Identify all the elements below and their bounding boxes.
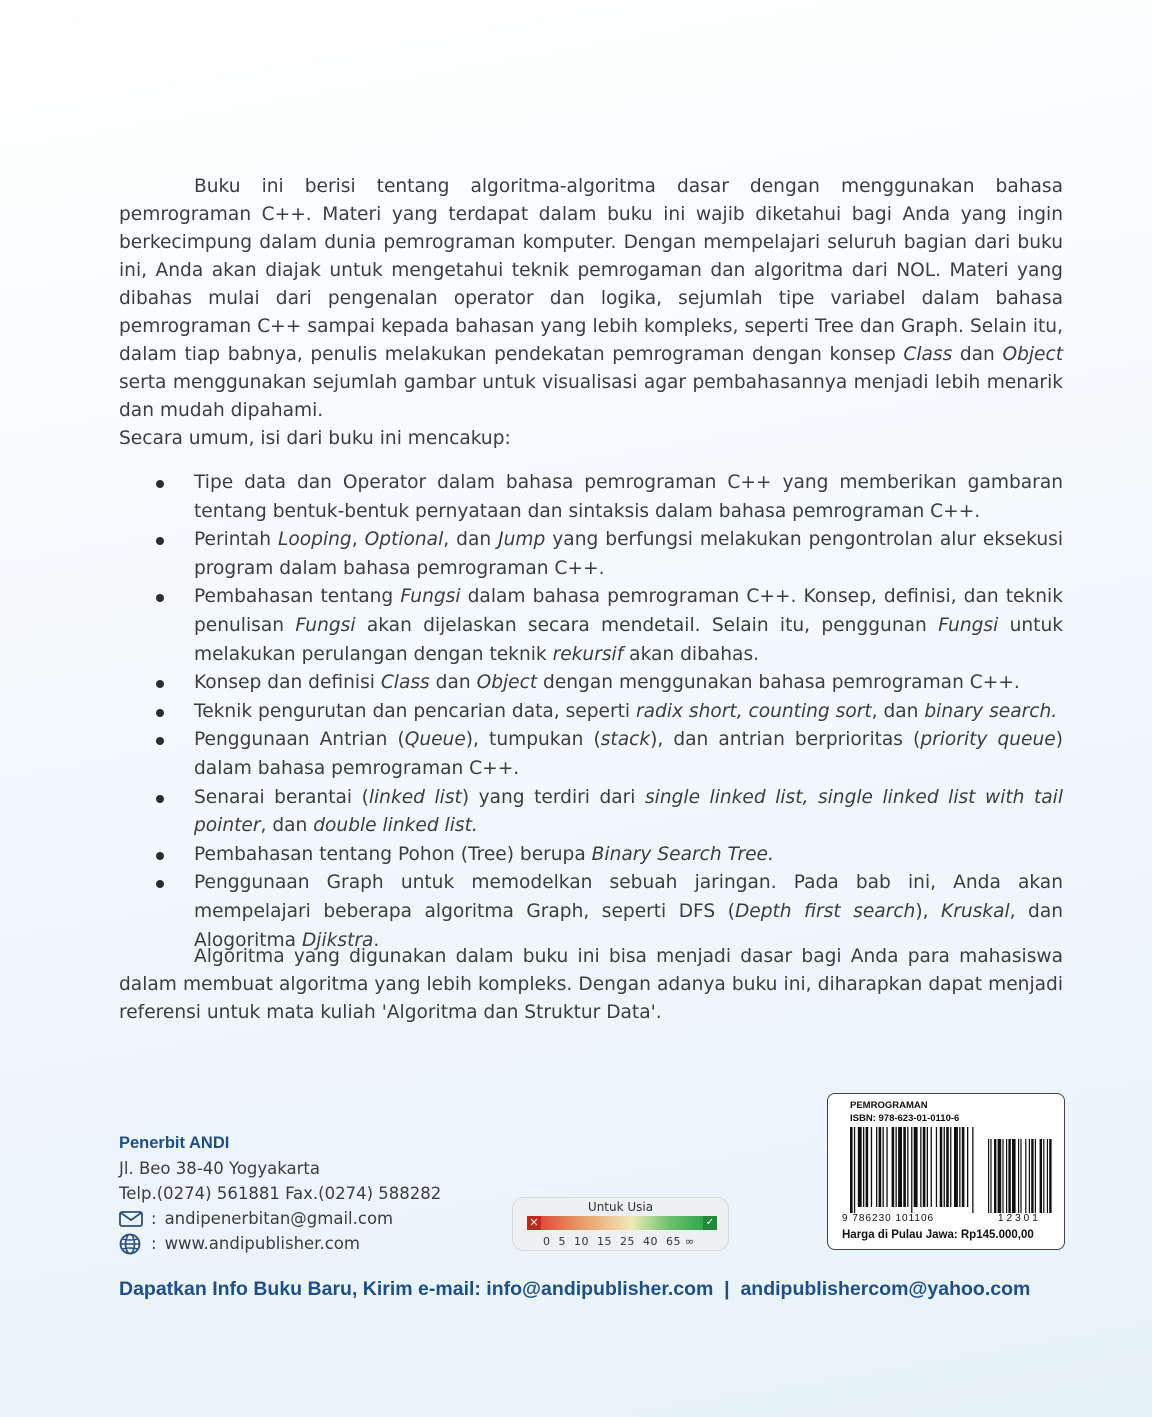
cross-icon: ✕ (527, 1216, 541, 1230)
bullet-icon (156, 537, 164, 545)
intro-conjunction: dan (952, 344, 1003, 365)
list-item-term: binary search. (924, 700, 1058, 722)
website-separator: : (151, 1234, 157, 1253)
list-item-term: Depth first search (734, 900, 916, 922)
publisher-email[interactable]: andipenerbitan@gmail.com (164, 1209, 394, 1228)
list-item-text: untuk melakukan perulangan dengan teknik (194, 614, 1064, 665)
barcode-box (827, 1093, 1065, 1250)
list-item-text: ) dalam bahasa pemrograman C++. (194, 729, 1063, 779)
list-item-text: . (373, 929, 380, 951)
summary-label: Secara umum, isi dari buku ini mencakup: (119, 428, 511, 449)
list-item (119, 784, 1063, 841)
barcode-bar (876, 1127, 877, 1207)
barcode-addon-bar (1020, 1139, 1021, 1213)
list-item-text: Pembahasan tentang Pohon (Tree) berupa (194, 843, 592, 865)
barcode-addon-bar (998, 1139, 1002, 1213)
barcode-bar (950, 1127, 951, 1207)
barcode-bar (858, 1127, 862, 1207)
intro-class-term: Class (903, 344, 953, 365)
list-item (119, 669, 1063, 698)
list-item-text: Pembahasan tentang (194, 586, 401, 608)
barcode-bar (898, 1127, 902, 1207)
list-item-term: Queue (404, 729, 466, 751)
intro-text-end: serta menggunakan sejumlah gambar untuk visualisasi agar pembahasannya menjadi lebih menarik dan mudah dipahami. (119, 372, 1063, 421)
list-item-text: Konsep dan definisi (194, 672, 381, 694)
list-item-text: ) yang terdiri dari (461, 786, 645, 808)
intro-text: Buku ini berisi tentang algoritma-algoritma dasar dengan menggunakan bahasa pemrograman C++. Materi yang terdapat dalam buku ini wajib diketahui bagi Anda yang ingin berkecimpung dalam dunia pemrograman komputer. Dengan mempelajari seluruh bagian dari buku ini, Anda akan diajak untuk mengetahui teknik pemrogaman dan algoritma dari NOL. Materi yang dibahas mulai dari pengenalan operator dan logika, sejumlah tipe variabel dalam bahasa pemrograman C++ sampai kepada bahasan yang lebih kompleks, seperti Tree dan Graph. Selain itu, dalam tiap babnya, penulis melakukan pendekatan pemrograman dengan konsep (119, 176, 1063, 365)
barcode-addon-bar (1043, 1139, 1044, 1213)
barcode-bar (962, 1127, 965, 1207)
list-item-term: stack (600, 729, 651, 751)
list-item-text: Teknik pengurutan dan pencarian data, seperti (194, 700, 636, 722)
publisher-phone: Telp.(0274) 561881 Fax.(0274) 588282 (119, 1184, 442, 1203)
barcode-bar (954, 1127, 958, 1207)
list-item-term: radix short, counting sort (635, 700, 872, 722)
barcode-bar (972, 1127, 973, 1213)
list-item-term: Fungsi (938, 614, 999, 636)
list-item-text: dengan menggunakan bahasa pemrograman C++. (537, 672, 1020, 694)
list-item-text: yang berfungsi melakukan pengontrolan alur eksekusi program dalam bahasa pemrograman C++. (194, 529, 1063, 579)
barcode-addon-bar (1035, 1139, 1036, 1213)
bullet-icon (156, 880, 164, 888)
bullet-icon (156, 852, 164, 860)
intro-object-term: Object (1002, 344, 1063, 365)
barcode-bar (940, 1127, 943, 1207)
barcode-addon-bar (1047, 1139, 1048, 1213)
barcode-addon-bar (1049, 1139, 1051, 1213)
list-item-text: Penggunaan Antrian ( (194, 729, 405, 751)
website-row (119, 1231, 441, 1256)
barcode-digits: 9 786230 101106 (842, 1213, 935, 1224)
list-item-term: Kruskal (941, 900, 1010, 922)
list-item-term: Binary Search Tree. (591, 843, 774, 865)
barcode-price: Harga di Pulau Jawa: Rp145.000,00 (842, 1229, 1034, 1241)
list-item-text: , dan (443, 529, 499, 551)
barcode-addon-bar (1008, 1139, 1010, 1213)
barcode-bar (850, 1127, 853, 1213)
barcode-bar (854, 1127, 855, 1213)
globe-icon (119, 1234, 145, 1254)
age-rating-badge (512, 1197, 729, 1251)
list-item-text: , dan (871, 700, 925, 722)
bullet-icon (156, 594, 164, 602)
age-rating-scale (543, 1235, 695, 1248)
list-item-text: ), (915, 900, 941, 922)
list-item-term: Fungsi (400, 586, 461, 608)
check-icon: ✓ (703, 1216, 717, 1230)
list-item (119, 583, 1063, 669)
bullet-icon (156, 737, 164, 745)
list-item-text: dan (429, 672, 477, 694)
barcode-bar (903, 1127, 906, 1207)
barcode-image (848, 1127, 1053, 1213)
age-rating-title: Untuk Usia (587, 1200, 654, 1214)
list-item-text: akan dijelaskan secara mendetail. Selain itu, penggunan (355, 614, 939, 636)
content-list (119, 469, 1063, 955)
list-item-term: single linked list, single linked list with tail pointer (194, 786, 1063, 837)
barcode-addon-bar (1018, 1139, 1019, 1213)
barcode-addon-bar (1031, 1139, 1033, 1213)
barcode-addon-bar (1025, 1139, 1026, 1213)
bullet-icon (156, 480, 164, 488)
footer-info: Dapatkan Info Buku Baru, Kirim e-mail: info@andipublisher.com | andipublishercom@yahoo.com (119, 1278, 1031, 1300)
barcode-bar (892, 1127, 895, 1207)
age-scale-values: 0 5 10 15 25 40 65 (543, 1235, 681, 1248)
list-item-text: Penggunaan Graph untuk memodelkan sebuah jaringan. Pada bab ini, Anda akan mempelajari beberapa algoritma Graph, seperti DFS ( (194, 872, 1063, 922)
barcode-bar (911, 1127, 912, 1213)
barcode-bar (914, 1127, 918, 1207)
barcode-addon-bar (1006, 1139, 1007, 1213)
barcode-addon-bar (1002, 1139, 1003, 1213)
barcode-bar (920, 1127, 921, 1207)
barcode-bar (927, 1127, 928, 1207)
publisher-website[interactable]: www.andipublisher.com (164, 1234, 360, 1253)
list-item-term: Class (380, 672, 430, 694)
barcode-bar (863, 1127, 864, 1207)
barcode-bar (907, 1127, 908, 1207)
envelope-icon (119, 1209, 145, 1229)
barcode-bar (959, 1127, 960, 1207)
list-item-text: , dan Alogoritma (194, 900, 1064, 951)
list-item-text: , (351, 529, 365, 551)
list-item-term: Djikstra (301, 929, 374, 951)
list-item-term: Fungsi (295, 614, 356, 636)
publisher-name: Penerbit ANDI (119, 1134, 230, 1152)
email-row (119, 1206, 441, 1231)
list-item-term: Object (476, 672, 538, 694)
list-item-term: Optional (364, 529, 444, 551)
bullet-icon (156, 795, 164, 803)
list-item-term: double linked list. (313, 815, 478, 837)
list-item-text: ), tumpukan ( (465, 729, 601, 751)
publisher-address: Jl. Beo 38-40 Yogyakarta (119, 1159, 321, 1178)
list-item-term: Jump (498, 529, 546, 551)
list-item-text: akan dibahas. (623, 643, 760, 665)
barcode-addon-bar (1040, 1139, 1042, 1213)
list-item-text: Tipe data dan Operator dalam bahasa pemrograman C++ yang memberikan gambaran tentang bentuk-bentuk pernyataan dan sintaksis dalam bahasa pemrograman C++. (194, 472, 1063, 522)
list-item (119, 526, 1063, 583)
barcode-addon-bar (990, 1139, 991, 1213)
list-item-term: Looping (278, 529, 352, 551)
barcode-bar (923, 1127, 926, 1207)
publisher-info (119, 1131, 441, 1256)
barcode-bar (896, 1127, 897, 1207)
age-rating-bar (527, 1216, 717, 1230)
barcode-bar (967, 1127, 968, 1207)
barcode-bar (936, 1127, 937, 1207)
barcode-bar (931, 1127, 932, 1207)
barcode-isbn: ISBN: 978-623-01-0110-6 (850, 1113, 960, 1124)
list-item-term: priority queue (920, 729, 1056, 751)
barcode-addon-bar (988, 1139, 989, 1213)
list-item-text: dalam bahasa pemrograman C++. Konsep, definisi, dan teknik penulisan (194, 586, 1063, 636)
barcode-bar (886, 1127, 887, 1207)
barcode-bar (879, 1127, 882, 1207)
list-item (119, 469, 1063, 526)
list-item (119, 841, 1063, 870)
list-item-text: ), dan antrian berprioritas ( (650, 729, 921, 751)
barcode-addon-bar (1012, 1139, 1016, 1213)
barcode-category: PEMROGRAMAN (850, 1100, 928, 1111)
list-item-text: Perintah (194, 529, 279, 551)
bullet-icon (156, 680, 164, 688)
list-item (119, 726, 1063, 783)
list-item-text: , dan (260, 815, 314, 837)
barcode-bar (866, 1127, 869, 1207)
barcode-bar (871, 1127, 872, 1207)
list-item-text: Senarai berantai ( (194, 786, 369, 808)
barcode-bar (946, 1127, 949, 1207)
intro-paragraph (119, 173, 1063, 425)
barcode-addon-bar (994, 1139, 996, 1213)
barcode-addon-bar (1029, 1139, 1030, 1213)
barcode-addon: 12301 (998, 1213, 1041, 1224)
barcode-bar (883, 1127, 884, 1207)
list-item (119, 698, 1063, 727)
closing-paragraph: Algoritma yang digunakan dalam buku ini bisa menjadi dasar bagi Anda para mahasiswa dalam membuat algoritma yang lebih kompleks. Dengan adanya buku ini, diharapkan dapat menjadi referensi untuk mata kuliah 'Algoritma dan Struktur Data'. (119, 946, 1063, 1023)
bullet-icon (156, 709, 164, 717)
list-item-term: rekursif (552, 643, 624, 665)
email-separator: : (151, 1209, 157, 1228)
infinity-symbol: ∞ (684, 1235, 695, 1248)
barcode-bar (944, 1127, 945, 1207)
list-item-term: linked list (368, 786, 462, 808)
